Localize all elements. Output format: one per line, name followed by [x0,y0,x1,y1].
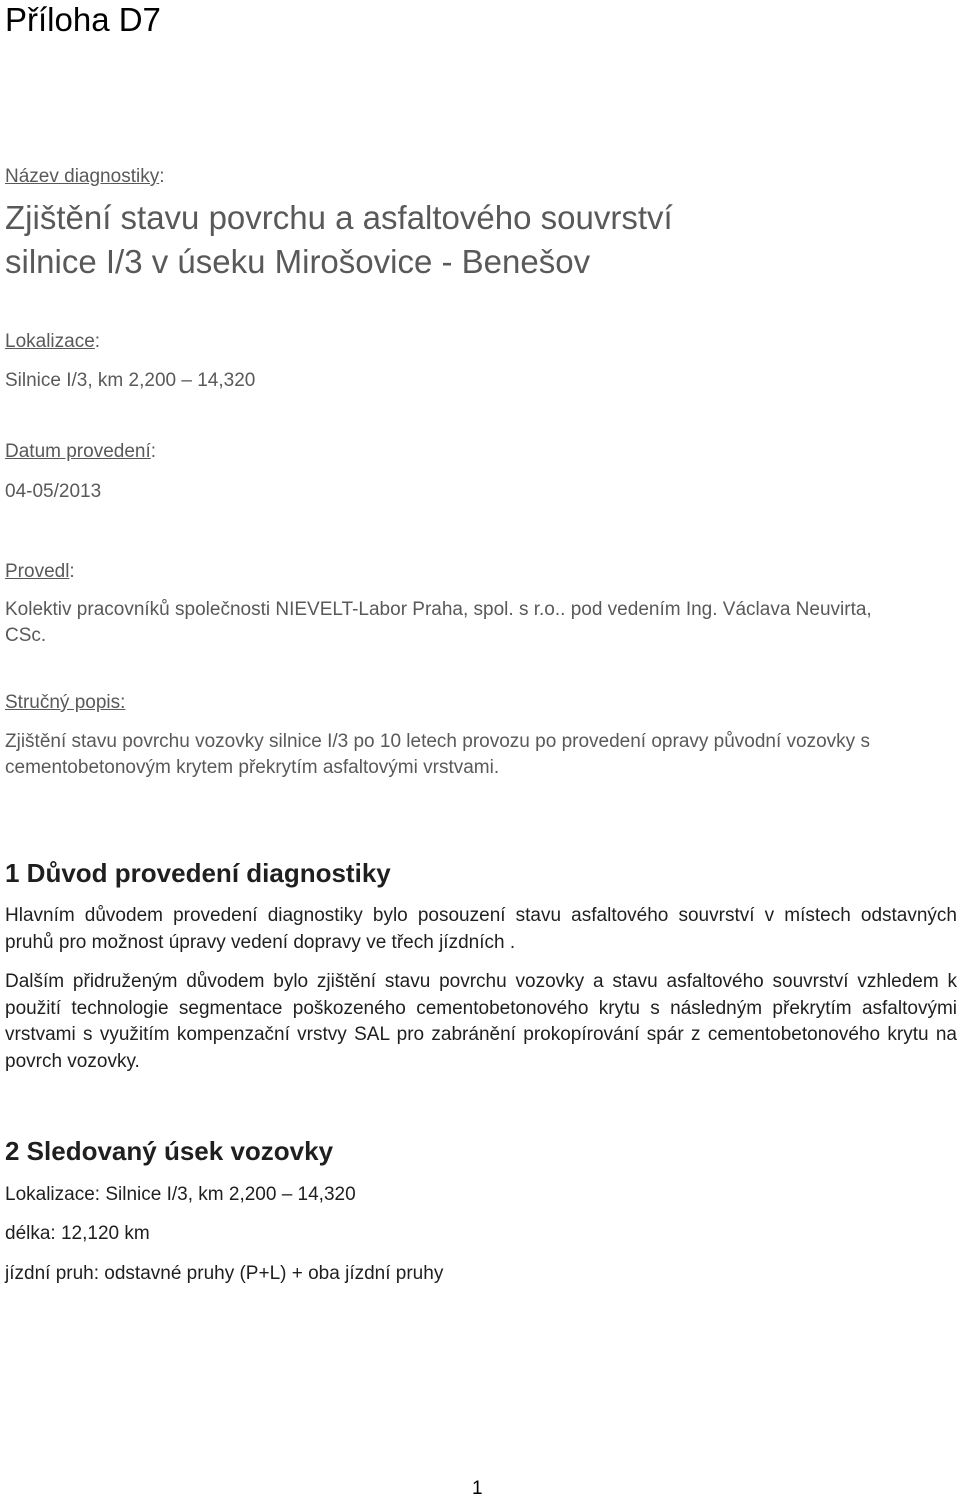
section-2-heading: 2 Sledovaný úsek vozovky [5,1136,334,1166]
location-label-colon: : [94,331,101,352]
diagnostic-name-label-text: Název diagnostiky [5,166,160,187]
date-label [5,441,156,463]
diagnostic-title [5,196,945,284]
section-1-paragraph-1: Hlavním důvodem provedení diagnostiky bylo posouzení stavu asfaltového souvrství v místech odstavných pruhů pro možnost úpravy vedení dopravy ve třech jízdních . [5,905,957,953]
location-label [5,331,100,353]
location-label-text: Lokalizace [5,331,95,352]
summary-value: Zjištění stavu povrchu vozovky silnice I/3 po 10 letech provozu po provedení opravy původní vozovky s cementobetonovým krytem překrytím asfaltovými vrstvami. [5,731,870,778]
performed-by-label [5,561,75,583]
date-value: 04-05/2013 [5,481,102,502]
page-number: 1 [472,1478,483,1499]
location-value: Silnice I/3, km 2,200 – 14,320 [5,370,256,391]
summary-label-text: Stručný popis: [5,692,126,713]
diagnostic-title-line-1: Zjištění stavu povrchu a asfaltového souvrství [5,199,673,236]
appendix-title: Příloha D7 [5,1,161,38]
section-2-location: Lokalizace: Silnice I/3, km 2,200 – 14,320 [5,1184,356,1205]
performed-by-label-text: Provedl [5,561,70,582]
section-1-paragraph-2: Dalším přidruženým důvodem bylo zjištění stavu povrchu vozovky a stavu asfaltového souvrství vzhledem k použití technologie segmentace poškozeného cementobetonového krytu s následným překrytím asfaltovými vrstvami s využitím kompenzační vrstvy SAL pro zabránění prokopírování spár z cementobetonového krytu na povrch vozovky. [5,971,957,1072]
diagnostic-title-line-2: silnice I/3 v úseku Mirošovice - Benešov [5,243,591,280]
section-2-lanes: jízdní pruh: odstavné pruhy (P+L) + oba jízdní pruhy [5,1263,444,1284]
section-2-length: délka: 12,120 km [5,1223,150,1244]
diagnostic-name-label-colon: : [159,166,165,187]
performed-by-value: Kolektiv pracovníků společnosti NIEVELT-Labor Praha, spol. s r.o.. pod vedením Ing. Václava Neuvirta, CSc. [5,599,872,646]
performed-by-label-colon: : [69,561,75,582]
date-label-text: Datum provedení [5,441,151,462]
date-label-colon: : [150,441,157,462]
section-1-heading: 1 Důvod provedení diagnostiky [5,858,391,888]
summary-label [5,692,125,714]
diagnostic-name-label [5,166,164,188]
